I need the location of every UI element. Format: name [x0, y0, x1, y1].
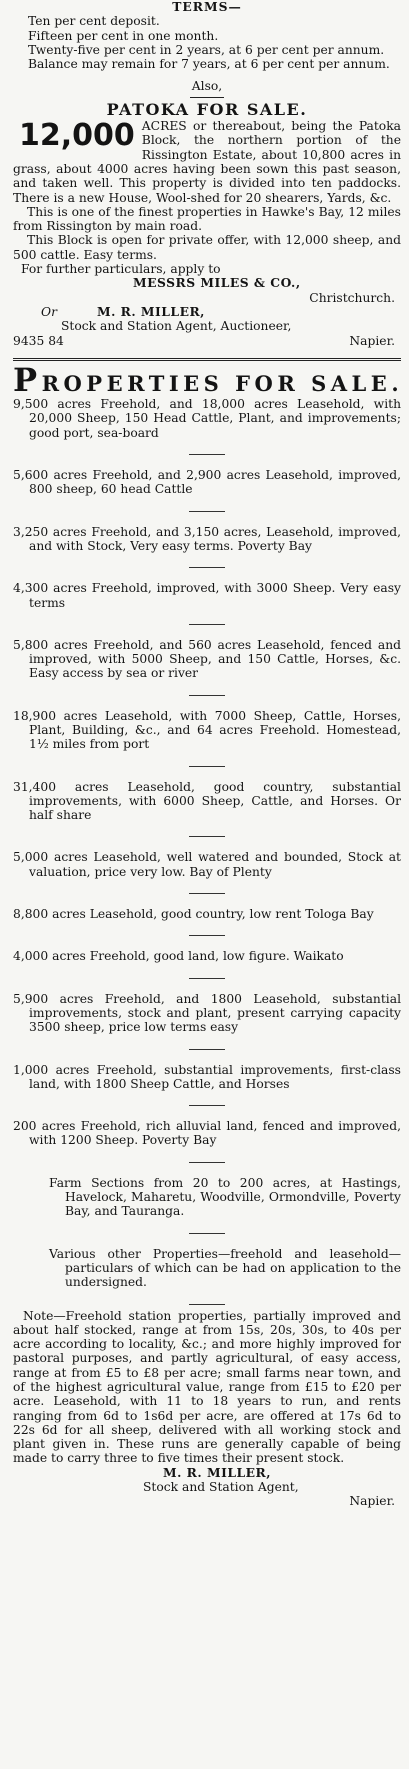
- patoka-para: For further particulars, apply to: [21, 262, 221, 277]
- signature-name: M. R. MILLER,: [163, 1464, 271, 1480]
- property-listing: 4,300 acres Freehold, improved, with 3000 Sheep. Very easy terms: [13, 581, 401, 610]
- property-listing: 31,400 acres Leasehold, good country, substantial improvements, with 6000 Sheep, Cattle, and Horses. Or half share: [13, 779, 401, 823]
- property-listing: 5,800 acres Freehold, and 560 acres Leasehold, fenced and improved, with 5000 Sheep, and 150 Cattle, Horses, &c. Easy access by sea or river: [13, 637, 401, 681]
- terms-line: Ten per cent deposit.: [28, 14, 160, 29]
- property-listing: Farm Sections from 20 to 200 acres, at Hastings, Havelock, Maharetu, Woodville, Ormondville, Poverty Bay, and Tauranga.: [49, 1175, 401, 1219]
- property-listing: 200 acres Freehold, rich alluvial land, fenced and improved, with 1200 Sheep. Poverty Bay: [13, 1119, 401, 1148]
- agent-or-line: [13, 305, 401, 319]
- divider: [189, 1105, 225, 1106]
- divider: [189, 978, 225, 979]
- note-paragraph: Note—Freehold station properties, partially improved and about half stocked, range at from 15s, 20s, 30s, to 40s per acre according to locality, &c.; and more highly improved for pastoral purposes, and partly agricultural, of easy access, range at from £5 to £8 per acre; small farms near town, and of the highest agricultural value, range from £15 to £20 per acre. Leasehold, with 11 to 18 years to run, and rents ranging from 6d to 1s6d per acre, are offered at 17s 6d to 22s 6d for all sheep, delivered with all working stock and plant given in. These runs are generally capable of being made to carry three to five times their present stock.: [13, 1308, 401, 1466]
- property-listing: 5,000 acres Leasehold, well watered and bounded, Stock at valuation, price very low. Bay of Plenty: [13, 850, 401, 879]
- signature-place: Napier.: [349, 1494, 395, 1509]
- patoka-body: [13, 119, 401, 205]
- divider: [189, 695, 225, 696]
- section-divider: [13, 358, 401, 361]
- agent-name: M. R. MILLER,: [96, 303, 205, 319]
- property-listing: Various other Properties—freehold and leasehold—particulars of which can be had on application to the undersigned.: [49, 1246, 401, 1290]
- property-listing: 1,000 acres Freehold, substantial improvements, first-class land, with 1800 Sheep Cattle, and Horses: [13, 1062, 401, 1091]
- property-listing: 18,900 acres Leasehold, with 7000 Sheep, Cattle, Horses, Plant, Building, &c., and 64 acres Freehold. Homestead, 1½ miles from port: [13, 708, 401, 752]
- divider: [189, 935, 225, 936]
- divider: [189, 454, 225, 455]
- divider: [189, 836, 225, 837]
- terms-line: Fifteen per cent in one month.: [28, 28, 219, 43]
- property-listing: 8,800 acres Leasehold, good country, low rent Tologa Bay: [13, 907, 374, 922]
- acreage-number: 12,000: [19, 119, 135, 154]
- ad-reference: 9435 84: [13, 333, 64, 348]
- agent-title: Stock and Station Agent, Auctioneer,: [61, 319, 292, 334]
- divider: [189, 1304, 225, 1305]
- agent-place: Napier.: [349, 333, 395, 348]
- terms-heading: TERMS—: [172, 0, 242, 14]
- divider: [189, 624, 225, 625]
- agent-place: Christchurch.: [309, 290, 395, 305]
- properties-heading: [13, 360, 404, 399]
- patoka-description: ACRES or thereabout, being the Patoka Block, the northern portion of the Rissington Estate, about 10,800 acres in grass, about 4000 acres having been sown this past season, and taken well. This property is divided into ten paddocks. There is a new House, Wool-shed for 20 shearers, Yards, &c.: [13, 119, 401, 205]
- divider: [189, 567, 225, 568]
- or-label: Or: [41, 304, 57, 319]
- properties-heading-text: ROPERTIES FOR SALE.: [41, 370, 404, 396]
- property-listing: 5,600 acres Freehold, and 2,900 acres Leasehold, improved, 800 sheep, 60 head Cattle: [13, 468, 401, 497]
- dropcap-letter: P: [13, 360, 42, 399]
- terms-list: [28, 14, 401, 71]
- divider: [189, 1162, 225, 1163]
- divider: [189, 893, 225, 894]
- divider: [190, 97, 224, 98]
- patoka-para: This is one of the finest properties in Hawke's Bay, 12 miles from Rissington by main road.: [13, 204, 401, 234]
- property-list: [13, 397, 401, 1304]
- signature-title: Stock and Station Agent,: [143, 1480, 299, 1495]
- property-listing: 9,500 acres Freehold, and 18,000 acres Leasehold, with 20,000 Sheep, 150 Head Cattle, Plant, and improvements; good port, sea-board: [13, 397, 401, 440]
- property-listing: 3,250 acres Freehold, and 3,150 acres, Leasehold, improved, and with Stock, Very easy terms. Poverty Bay: [13, 524, 401, 553]
- divider: [189, 511, 225, 512]
- patoka-para: This Block is open for private offer, with 12,000 sheep, and 500 cattle. Easy terms.: [13, 233, 401, 262]
- property-listing: 4,000 acres Freehold, good land, low figure. Waikato: [13, 949, 344, 964]
- agent-name: MESSRS MILES & CO.,: [133, 275, 301, 291]
- divider: [189, 1233, 225, 1234]
- patoka-heading: PATOKA FOR SALE.: [106, 99, 308, 119]
- divider: [189, 766, 225, 767]
- also-label: Also,: [191, 79, 223, 94]
- property-listing: 5,900 acres Freehold, and 1800 Leasehold, substantial improvements, stock and plant, present carrying capacity 3500 sheep, price low terms easy: [13, 991, 401, 1035]
- terms-line: Balance may remain for 7 years, at 6 per cent per annum.: [28, 57, 390, 72]
- terms-line: Twenty-five per cent in 2 years, at 6 per cent per annum.: [28, 42, 385, 57]
- divider: [189, 1049, 225, 1050]
- ref-line: [13, 334, 401, 348]
